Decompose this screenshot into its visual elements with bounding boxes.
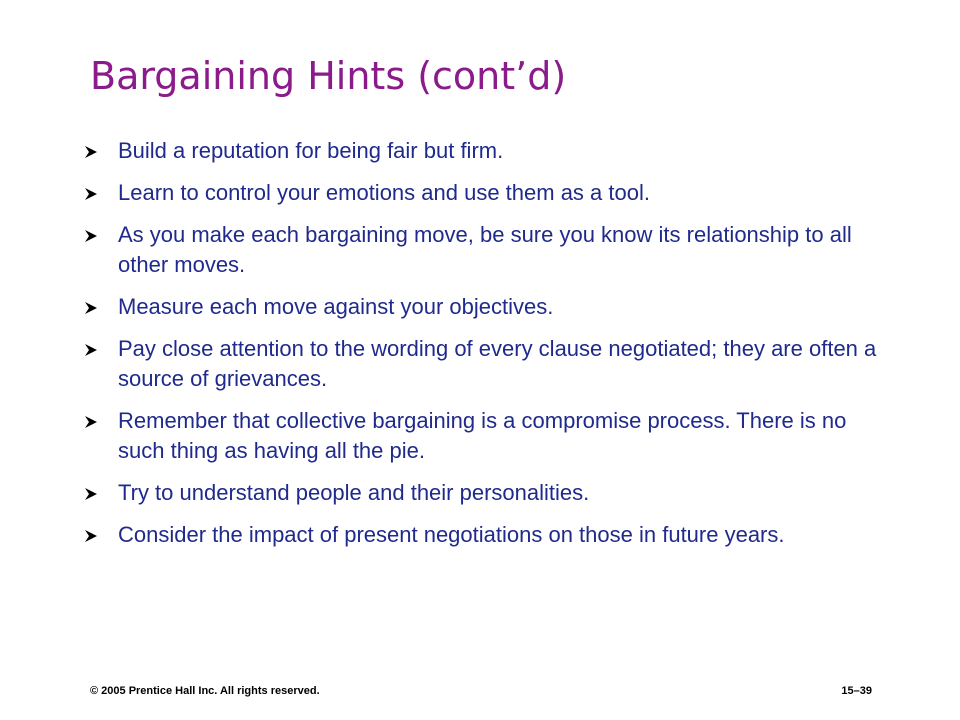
arrowhead-bullet-icon (84, 487, 98, 501)
bullet-item (84, 478, 884, 508)
bullet-text: Build a reputation for being fair but firm. (118, 138, 504, 163)
bullet-item (84, 292, 884, 322)
footer-copyright: © 2005 Prentice Hall Inc. All rights reserved. (90, 685, 320, 697)
bullet-text: As you make each bargaining move, be sure you know its relationship to all other moves. (118, 222, 852, 277)
bullet-text: Consider the impact of present negotiations on those in future years. (118, 522, 785, 547)
bullet-item (84, 178, 884, 208)
arrowhead-bullet-icon (84, 415, 98, 429)
arrowhead-bullet-icon (84, 229, 98, 243)
bullet-item (84, 406, 884, 466)
bullet-text: Pay close attention to the wording of every clause negotiated; they are often a source of grievances. (118, 336, 877, 391)
arrowhead-bullet-icon (84, 145, 98, 159)
bullet-item (84, 220, 884, 280)
bullet-text: Try to understand people and their personalities. (118, 480, 590, 505)
arrowhead-bullet-icon (84, 301, 98, 315)
arrowhead-bullet-icon (84, 529, 98, 543)
bullet-text: Remember that collective bargaining is a compromise process. There is no such thing as having all the pie. (118, 408, 847, 463)
slide-title: Bargaining Hints (cont’d) (90, 54, 567, 98)
bullet-list (84, 136, 884, 562)
arrowhead-bullet-icon (84, 187, 98, 201)
footer-page-number: 15–39 (841, 685, 872, 697)
arrowhead-bullet-icon (84, 343, 98, 357)
bullet-item (84, 334, 884, 394)
bullet-item (84, 136, 884, 166)
bullet-item (84, 520, 884, 550)
bullet-text: Learn to control your emotions and use them as a tool. (118, 180, 650, 205)
bullet-text: Measure each move against your objectives. (118, 294, 554, 319)
